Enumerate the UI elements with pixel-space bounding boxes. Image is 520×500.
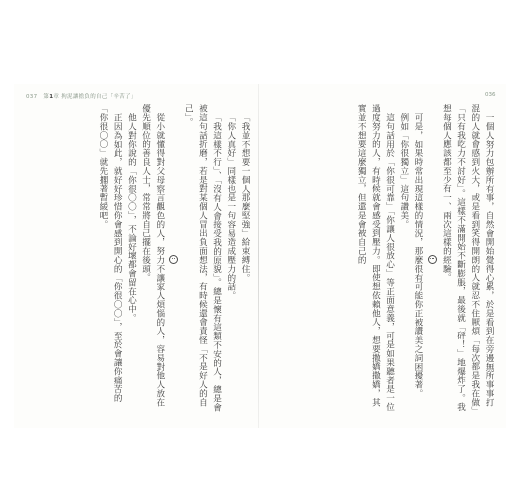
section-ornament	[425, 104, 439, 414]
body-paragraph: 從小就懂得對父母察言觀色的人，努力不讓家人煩惱的人，容易對他人放在優先順位的善良人士，常常將自己擺在後頭。	[140, 104, 165, 407]
body-paragraph: 正因為如此，就好好珍惜你會感到開心的「你很〇〇」，至於會讓你痛苦的「你很〇〇」就先擱著暫緩吧。	[97, 104, 123, 402]
body-paragraph: 例如「你很獨立」這句讚美。	[398, 112, 409, 229]
left-page-body	[16, 104, 252, 414]
chapter-title: 拘泥讓擔負的自己「辛苦了」	[61, 94, 137, 100]
body-paragraph: 「我這樣不行」、「沒有人會接受我的原貌」。總是懷有這類不安的人，總是會被這句話折磨，若是對某個人冒出負面想法，有時候還會責怪「不是好人的自己」。	[183, 104, 222, 412]
body-paragraph: 可是，如果時常出現這樣的情況，那麼很有可能你正被讚美之詞困擾著。	[412, 112, 423, 398]
running-head	[26, 92, 137, 100]
section-ornament	[167, 104, 181, 414]
right-page	[259, 84, 506, 428]
body-paragraph: 一個人努力包辦所有事，自然會開始覺得心累，於是看到在旁邊無所事事打混的人就會感到火大，或是看到笑得開朗的人就忍不住厭煩「每次都是我在做」「只有我吃力不討好」。這樣不滿開始不斷膨脹，最後就「砰！」地爆炸了。我想每個人應該都至少有一、兩次這樣的經驗。	[441, 104, 494, 412]
left-page-number: 037	[26, 94, 38, 100]
smiley-face-icon	[428, 255, 437, 264]
right-page-number: 036	[485, 92, 496, 98]
body-paragraph: 他人對你說的「你很〇〇」，不論好壞都會留在心中。	[126, 112, 137, 322]
left-page	[14, 84, 258, 428]
body-paragraph: 這句話用於「你很可靠」「你讓人很放心」等正面意義，可是如果聽者是一位過度努力的人，有時候就會感受到壓力。即使想依賴他人，想要撒嬌撒嬌，其實並不想要這麼獨立，但還是會被自己的	[356, 104, 395, 411]
smiley-face-icon	[169, 255, 178, 264]
body-paragraph: 「我並不想要一個人那麼堅強」給束縛住。	[240, 112, 250, 282]
chapter-prefix: 第	[43, 94, 50, 100]
body-paragraph: 「你人真好」同樣也是一句容易造成壓力的話。	[225, 112, 236, 300]
chapter-suffix: 章	[53, 94, 60, 100]
chapter-number: 1	[49, 94, 54, 100]
right-page-body	[266, 104, 496, 414]
